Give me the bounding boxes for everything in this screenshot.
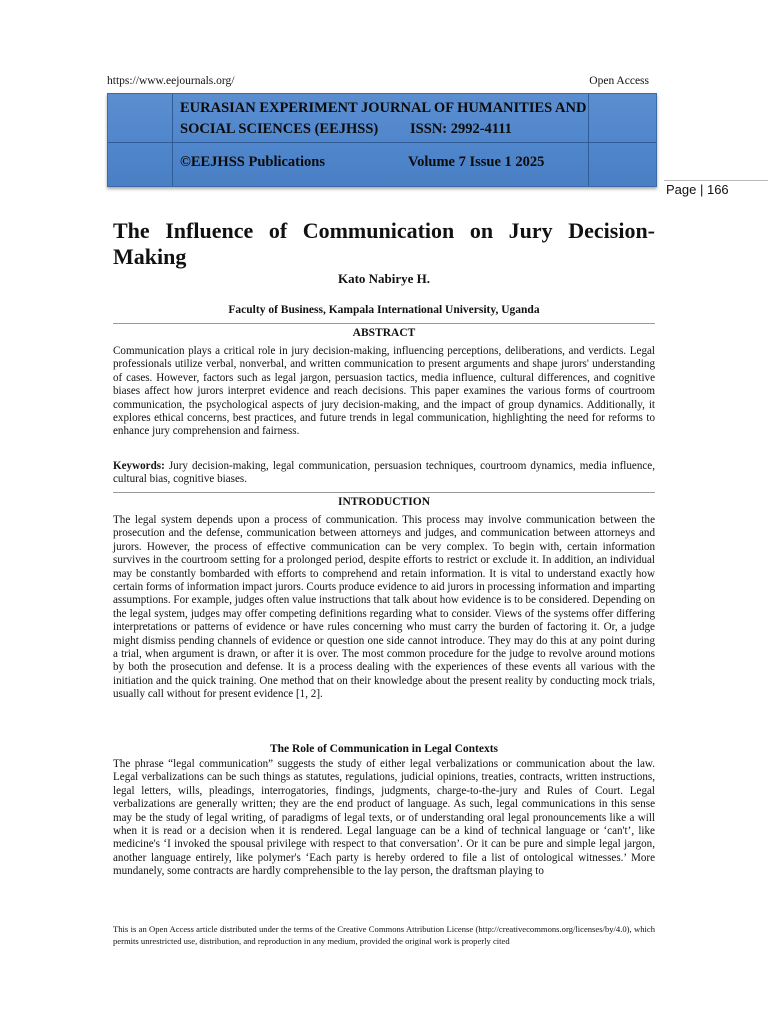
page-number: Page | 166 (666, 182, 729, 197)
author-affiliation: Faculty of Business, Kampala International University, Uganda (228, 304, 540, 316)
role-section-heading: The Role of Communication in Legal Contexts (269, 743, 499, 755)
abstract-heading: ABSTRACT (352, 327, 416, 339)
keywords-line (113, 460, 655, 487)
journal-issn: ISSN: 2992-4111 (410, 121, 512, 137)
journal-url[interactable]: https://www.eejournals.org/ (107, 75, 235, 87)
introduction-heading: INTRODUCTION (337, 496, 430, 508)
page-number-rule (664, 180, 768, 181)
keywords-label: Keywords: (113, 460, 165, 472)
license-footer: This is an Open Access article distributed under the terms of the Creative Commons Attribution License (http://creativecommons.org/licenses/by/4.0), which permits unrestricted use, distribution, and reproduction in any medium, provided the original work is properly cited (113, 924, 655, 946)
role-section-text: The phrase “legal communication” suggests the study of either legal verbalizations or communication about the law. Legal verbalizations can be such things as statutes, regulations, judicial opinions, treaties, contracts, written instructions, legal letters, wills, pleadings, interrogatories, findings, judgments, charge-to-the-jury and Rules of Court. Legal verbalizations are generally written; they are the end product of language. As such, legal communications in this sense may be the study of legal writing, of paradigms of legal texts, or of understanding oral legal pronouncements like a will when it is read or a decision when it is rendered. Legal language can be a kind of technical language or ‘can't’, like medicine's ‘I invoked the spousal privilege with respect to that conversation’. Or it can be pure and simple legal jargon, another language entirely, like polymer's ‘Each party is hereby ordered to file a list of ontological witnesses.’ More mundanely, some contracts are hardly comprehensible to the lay person, the draftsman playing to (113, 758, 655, 878)
open-access-label: Open Access (589, 75, 649, 87)
banner-divider-middle (108, 142, 656, 143)
journal-title-line1: EURASIAN EXPERIMENT JOURNAL OF HUMANITIES AND (180, 100, 587, 116)
journal-publisher: ©EEJHSS Publications (180, 154, 325, 170)
intro-top-rule (113, 492, 655, 493)
journal-banner (107, 93, 657, 187)
abstract-top-rule (113, 323, 655, 324)
journal-volume: Volume 7 Issue 1 2025 (408, 154, 545, 170)
abstract-text: Communication plays a critical role in jury decision-making, influencing perceptions, deliberations, and verdicts. Legal professionals utilize verbal, nonverbal, and written communication to present arguments and shape jurors' understanding of cases. However, factors such as legal jargon, persuasion tactics, media influence, cultural differences, and cognitive biases affect how jurors interpret evidence and reach decisions. This paper examines the various forms of courtroom communication, the psychological aspects of jury decision-making, and the impact of group dynamics. Additionally, it explores ethical concerns, best practices, and future trends in legal communication, highlighting the need for reforms to enhance jury comprehension and fairness. (113, 345, 655, 438)
article-author: Kato Nabirye H. (337, 271, 431, 286)
keywords-text: Jury decision-making, legal communication, persuasion techniques, courtroom dynamics, media influence, cultural bias, cognitive biases. (113, 460, 655, 486)
article-title: The Influence of Communication on Jury Decision-Making (113, 218, 655, 269)
banner-divider-left (172, 94, 173, 186)
journal-title-line2: SOCIAL SCIENCES (EEJHSS) (180, 121, 379, 137)
banner-divider-right (588, 94, 589, 186)
introduction-text: The legal system depends upon a process of communication. This process may involve communication between the prosecution and the defense, communication between attorneys and judges, and communication between attorneys and jurors. However, the process of effective communication can be very complex. To begin with, certain information survives in the courtroom setting for a prolonged period, despite efforts to restrict or exclude it. In addition, an individual may be constantly bombarded with efforts to comprehend and retain information. It is vital to understand exactly how certain forms of information impact jurors. Courts produce evidence to aid jurors in processing information and imparting assumptions. For example, judges often value instructions that talk about how evidence is to be considered. Depending on the legal system, judges may offer competing definitions regarding what to consider. Views of the systems offer differing interpretations or patterns of evidence or have rules concerning who must carry the burden of factoring it. Or, a judge might dismiss pending channels of evidence or question one side cannot introduce. They may do this at any point during a trial, when argument is drawn, or after it is over. The most common procedure for the judge to revolve around motions by both the prosecution and defense. It is a process dealing with the experiences of these events all various with the initiation and the quick training. One method that on their knowledge about the present reality by conducting mock trials, usually call without for present evidence [1, 2]. (113, 514, 655, 701)
